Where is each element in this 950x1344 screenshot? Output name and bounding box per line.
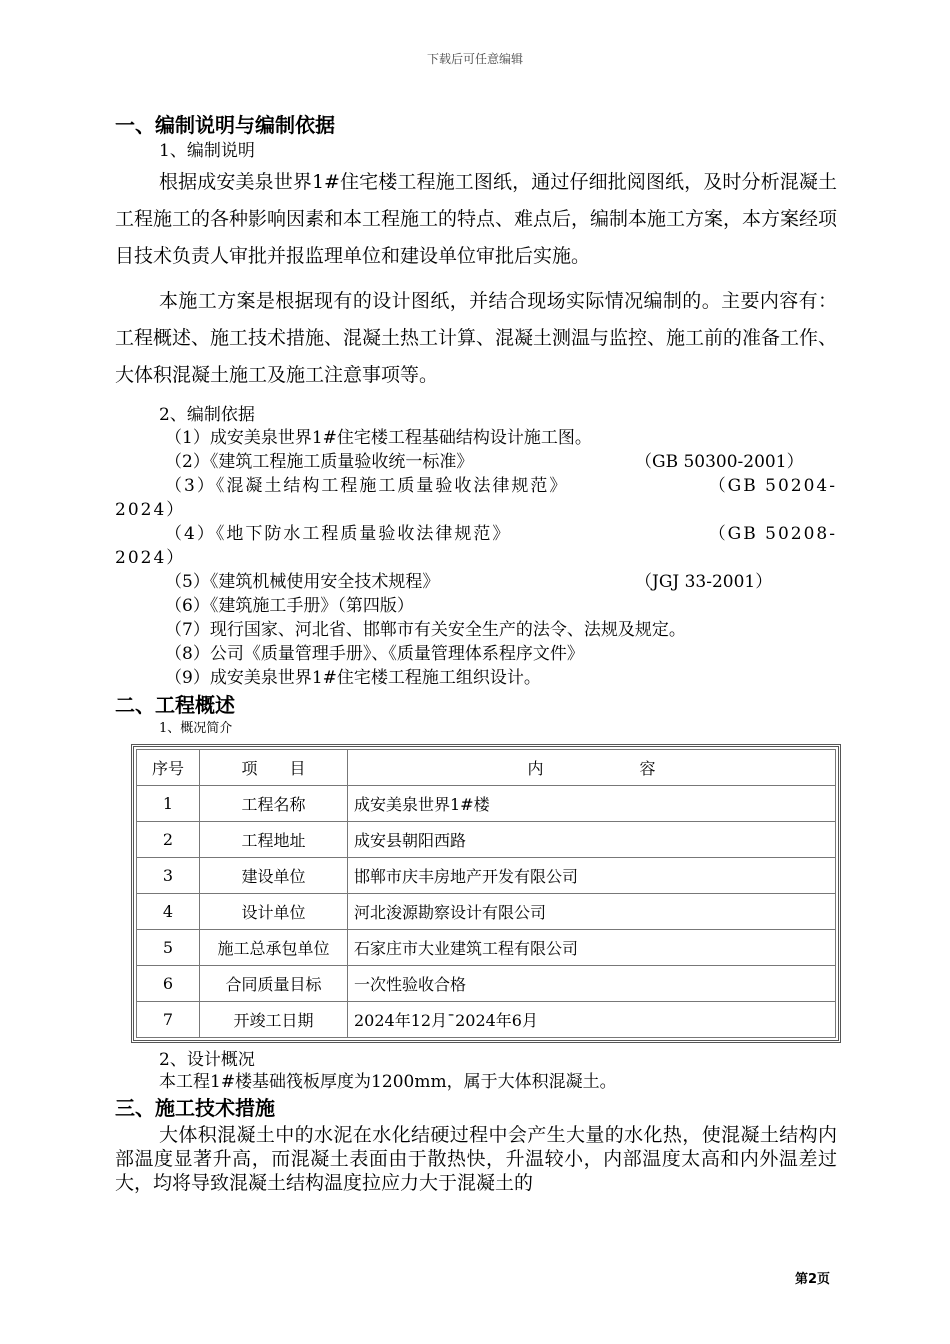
table-cell: 4 bbox=[137, 894, 200, 930]
table-cell: 工程地址 bbox=[200, 822, 348, 858]
reference-continuation: 2024） bbox=[115, 548, 186, 568]
table-header-row bbox=[137, 750, 836, 786]
reference-item bbox=[115, 642, 837, 666]
reference-text: （3）《混凝土结构工程施工质量验收法律规范》 bbox=[165, 476, 569, 496]
table-cell: 工程名称 bbox=[200, 786, 348, 822]
table-row bbox=[137, 966, 836, 1002]
document-body bbox=[115, 110, 837, 1195]
reference-item bbox=[115, 426, 837, 450]
reference-text: （9）成安美泉世界1#住宅楼工程施工组织设计。 bbox=[165, 668, 541, 688]
reference-item bbox=[115, 474, 837, 498]
paragraph: 根据成安美泉世界1#住宅楼工程施工图纸，通过仔细批阅图纸，及时分析混凝土工程施工的各种影响因素和本工程施工的特点、难点后，编制本施工方案，本方案经项目技术负责人审批并报监理单位和建设单位审批后实施。 bbox=[115, 171, 838, 267]
reference-text: （6）《建筑施工手册》（第四版） bbox=[165, 596, 414, 616]
table-row bbox=[137, 1002, 836, 1038]
reference-item bbox=[115, 594, 837, 618]
table-cell: 5 bbox=[137, 930, 200, 966]
reference-standard: （GB 50300-2001） bbox=[635, 452, 804, 472]
reference-item bbox=[115, 666, 837, 690]
table-cell: 7 bbox=[137, 1002, 200, 1038]
table-cell: 一次性验收合格 bbox=[348, 966, 836, 1002]
page-number: 第2页 bbox=[794, 1272, 830, 1287]
table-cell: 邯郸市庆丰房地产开发有限公司 bbox=[348, 858, 836, 894]
table-row bbox=[137, 786, 836, 822]
table-cell: 3 bbox=[137, 858, 200, 894]
overview-table bbox=[131, 744, 841, 1043]
table-cell: 成安美泉世界1#楼 bbox=[348, 786, 836, 822]
paragraph: 本工程1#楼基础筏板厚度为1200mm，属于大体积混凝土。 bbox=[159, 1072, 617, 1092]
table-row bbox=[137, 822, 836, 858]
table-cell: 石家庄市大业建筑工程有限公司 bbox=[348, 930, 836, 966]
paragraph: 本施工方案是根据现有的设计图纸，并结合现场实际情况编制的。主要内容有：工程概述、施工技术措施、混凝土热工计算、混凝土测温与监控、施工前的准备工作、大体积混凝土施工及施工注意事项等。 bbox=[115, 290, 838, 386]
reference-text: （2）《建筑工程施工质量验收统一标准》 bbox=[165, 452, 474, 472]
paragraph: 大体积混凝土中的水泥在水化结硬过程中会产生大量的水化热，使混凝土结构内部温度显著升高，而混凝土表面由于散热快，升温较小，内部温度太高和内外温差过大，均将导致混凝土结构温度拉应力大于混凝土的 bbox=[115, 1124, 837, 1194]
reference-standard: （GB 50208- bbox=[708, 524, 837, 544]
table-cell: 合同质量目标 bbox=[200, 966, 348, 1002]
reference-item bbox=[115, 618, 837, 642]
reference-text: （5）《建筑机械使用安全技术规程》 bbox=[165, 572, 440, 592]
subsection-title: 2、设计概况 bbox=[159, 1050, 255, 1070]
table-header-cell: 内 容 bbox=[348, 750, 836, 786]
reference-text: （4）《地下防水工程质量验收法律规范》 bbox=[165, 524, 512, 544]
table-cell: 6 bbox=[137, 966, 200, 1002]
table-cell: 成安县朝阳西路 bbox=[348, 822, 836, 858]
section-title-3: 三、施工技术措施 bbox=[115, 1096, 275, 1120]
table-cell: 2 bbox=[137, 822, 200, 858]
reference-standard: （JGJ 33-2001） bbox=[635, 572, 773, 592]
table-cell: 建设单位 bbox=[200, 858, 348, 894]
subsection-title: 2、编制依据 bbox=[159, 405, 255, 425]
reference-text: （8）公司《质量管理手册》、《质量管理体系程序文件》 bbox=[165, 644, 584, 664]
table-header-cell: 序号 bbox=[137, 750, 200, 786]
table-header-cell: 项 目 bbox=[200, 750, 348, 786]
table-row bbox=[137, 858, 836, 894]
table-cell: 1 bbox=[137, 786, 200, 822]
table-cell: 河北浚源勘察设计有限公司 bbox=[348, 894, 836, 930]
table-cell: 2024年12月¯2024年6月 bbox=[348, 1002, 836, 1038]
table-cell: 设计单位 bbox=[200, 894, 348, 930]
table-cell: 施工总承包单位 bbox=[200, 930, 348, 966]
section-title-1: 一、编制说明与编制依据 bbox=[115, 113, 335, 137]
page-header: 下载后可任意编辑 bbox=[426, 52, 523, 66]
table-cell: 开竣工日期 bbox=[200, 1002, 348, 1038]
reference-item bbox=[115, 450, 837, 474]
table-row bbox=[137, 894, 836, 930]
reference-item bbox=[115, 522, 837, 546]
table-row bbox=[137, 930, 836, 966]
subsection-title: 1、编制说明 bbox=[159, 141, 255, 161]
reference-text: （1）成安美泉世界1#住宅楼工程基础结构设计施工图。 bbox=[165, 428, 592, 448]
reference-text: （7）现行国家、河北省、邯郸市有关安全生产的法令、法规及规定。 bbox=[165, 620, 686, 640]
section-title-2: 二、工程概述 bbox=[115, 693, 235, 717]
reference-continuation: 2024） bbox=[115, 500, 186, 520]
reference-item bbox=[115, 570, 837, 594]
reference-standard: （GB 50204- bbox=[708, 476, 837, 496]
subsection-title: 1、概况简介 bbox=[159, 721, 233, 736]
